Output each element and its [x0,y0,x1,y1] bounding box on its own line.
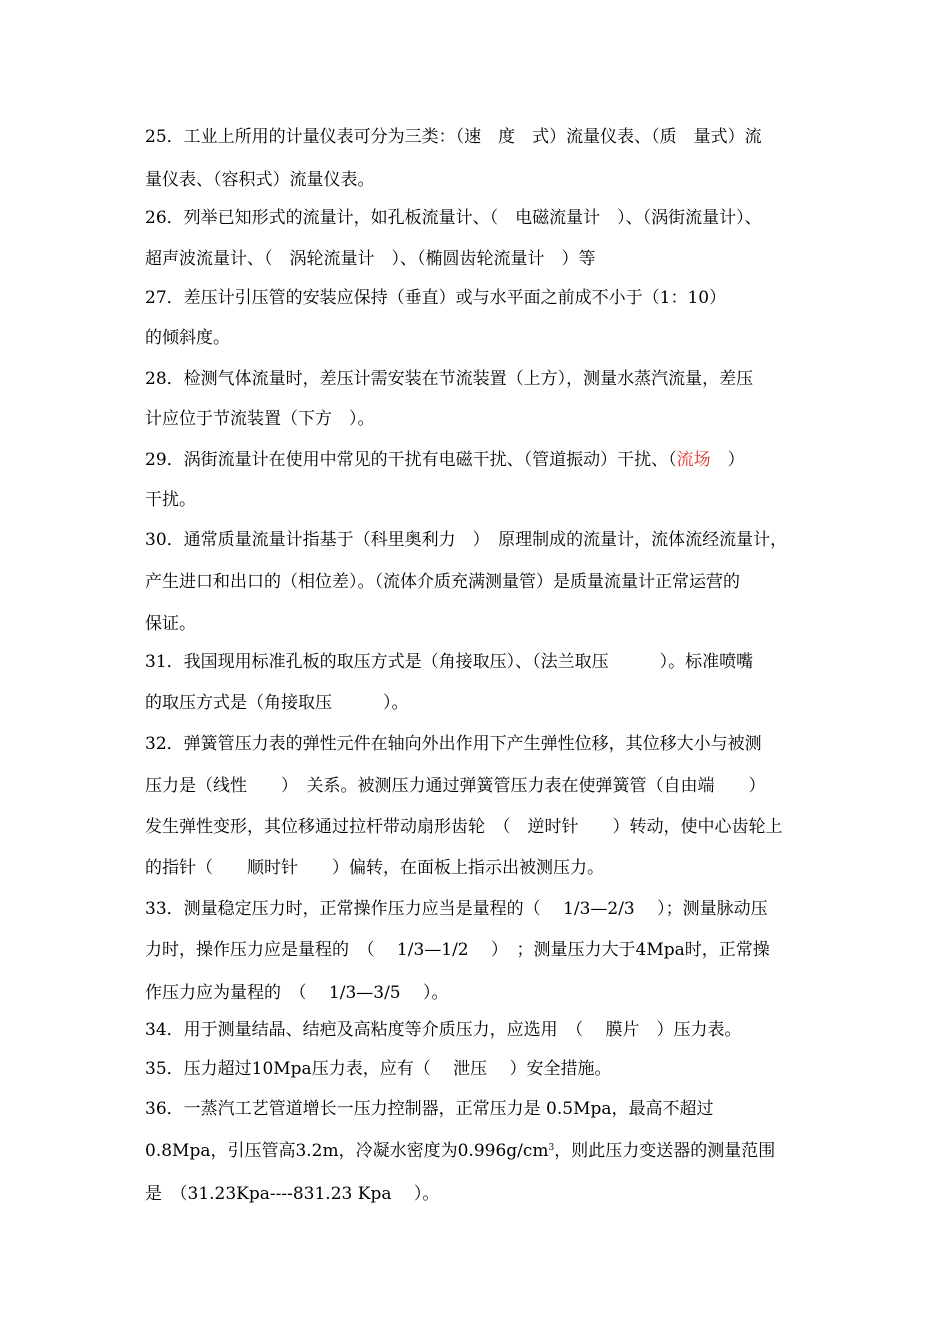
line-33b: 力时，操作压力应是量程的 （ 1/3—1/2 ） ；测量压力大于4Mpa时，正常操 [145,940,770,960]
line-35: 35．压力超过10Mpa压力表，应有（ 泄压 ）安全措施。 [145,1059,612,1079]
line-36b-post: ，则此压力变送器的测量范围 [554,1141,776,1161]
line-25b: 量仪表、（容积式）流量仪表。 [145,170,375,190]
line-33c: 作压力应为量程的 （ 1/3—3/5 ）。 [145,983,449,1003]
line-32c: 发生弹性变形，其位移通过拉杆带动扇形齿轮 （ 逆时针 ）转动，使中心齿轮上 [145,817,783,837]
line-36c: 是 （31.23Kpa----831.23 Kpa ）。 [145,1184,440,1204]
line-28a: 28．检测气体流量时，差压计需安装在节流装置（上方），测量水蒸汽流量，差压 [145,369,754,389]
line-33a: 33．测量稳定压力时，正常操作压力应当是量程的（ 1/3—2/3 ）；测量脉动压 [145,899,768,919]
line-32a: 32．弹簧管压力表的弹性元件在轴向外出作用下产生弹性位移，其位移大小与被测 [145,734,762,754]
line-29a [145,449,945,471]
line-27a: 27．差压计引压管的安装应保持（垂直）或与水平面之前成不小于（1：10） [145,288,727,308]
line-30a: 30．通常质量流量计指基于（科里奥利力 ） 原理制成的流量计，流体流经流量计， [145,530,788,550]
line-36b-pre: 0.8Mpa，引压管高3.2m，冷凝水密度为0.996g/cm [145,1141,549,1161]
line-29a-post: ） [710,450,745,470]
line-34: 34．用于测量结晶、结疤及高粘度等介质压力，应选用 （ 膜片 ）压力表。 [145,1020,742,1040]
line-26b: 超声波流量计、（ 涡轮流量计 ）、（椭圆齿轮流量计 ）等 [145,249,596,269]
line-31b: 的取压方式是（角接取压 ）。 [145,693,409,713]
line-27b: 的倾斜度。 [145,328,230,348]
superscript-3: 3 [548,1143,555,1153]
line-36b [145,1140,945,1162]
highlight-red-text: 流场 [676,450,711,470]
line-30b: 产生进口和出口的（相位差）。（流体介质充满测量管）是质量流量计正常运营的 [145,572,740,592]
line-32b: 压力是（线性 ） 关系。被测压力通过弹簧管压力表在使弹簧管（自由端 ） [145,776,766,796]
line-36a: 36．一蒸汽工艺管道增长一压力控制器，正常压力是 0.5Mpa，最高不超过 [145,1099,714,1119]
line-32d: 的指针（ 顺时针 ）偏转，在面板上指示出被测压力。 [145,858,604,878]
line-29a-pre: 29．涡街流量计在使用中常见的干扰有电磁干扰、（管道振动）干扰、（ [145,450,677,470]
line-25a: 25．工业上所用的计量仪表可分为三类：（速 度 式）流量仪表、（质 量式）流 [145,127,762,147]
line-28b: 计应位于节流装置（下方 ）。 [145,409,375,429]
line-26a: 26．列举已知形式的流量计，如孔板流量计、（ 电磁流量计 ）、（涡街流量计）、 [145,208,762,228]
line-30c: 保证。 [145,614,196,634]
line-29b: 干扰。 [145,490,196,510]
line-31a: 31．我国现用标准孔板的取压方式是（角接取压）、（法兰取压 ）。标准喷嘴 [145,652,754,672]
